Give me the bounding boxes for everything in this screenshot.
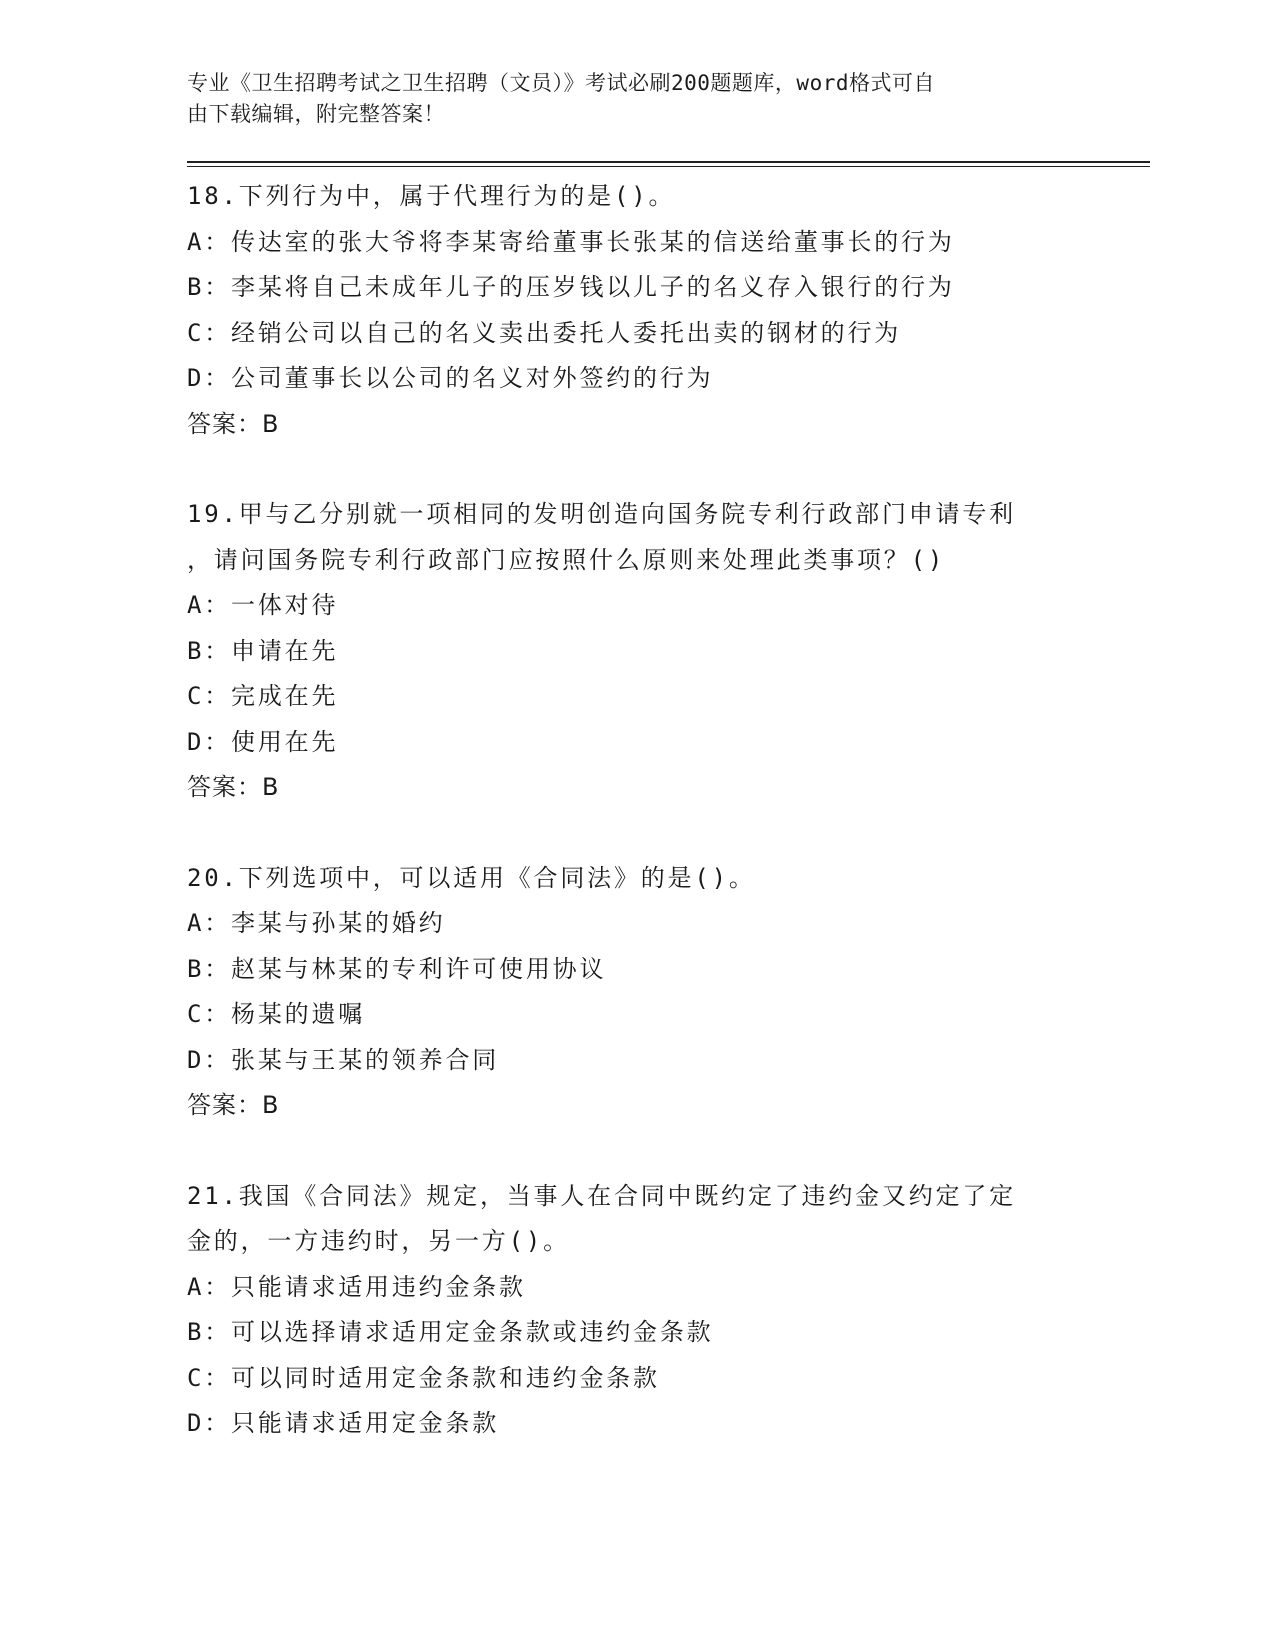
question-list [187,174,1147,1447]
option-d: D：张某与王某的领养合同 [187,1045,500,1074]
option-a: A：只能请求适用违约金条款 [187,1272,526,1301]
question-19 [187,492,1147,811]
option-c: C：杨某的遗嘱 [187,1000,366,1028]
option-b: B：赵某与林某的专利许可使用协议 [187,954,607,983]
option-d: D：使用在先 [187,727,339,756]
option-c: C：可以同时适用定金条款和违约金条款 [187,1363,660,1392]
document-header [187,68,1067,130]
question-stem: 18.下列行为中，属于代理行为的是()。 [187,182,676,210]
question-stem-line-1: 21.我国《合同法》规定，当事人在合同中既约定了违约金又约定了定 [187,1181,1016,1210]
document-page [187,68,1147,1492]
option-c: C：经销公司以自己的名义卖出委托人委托出卖的钢材的行为 [187,318,902,347]
question-18 [187,174,1147,447]
answer-label: 答案：B [187,409,280,438]
option-a: A：一体对待 [187,591,339,619]
header-line-2: 由下载编辑，附完整答案！ [187,102,445,126]
question-stem-line-2: 金的，一方违约时，另一方()。 [187,1227,570,1255]
option-b: B：李某将自己未成年儿子的压岁钱以儿子的名义存入银行的行为 [187,273,955,301]
header-line-1: 专业《卫生招聘考试之卫生招聘（文员）》考试必刷200题题库，word格式可自 [187,71,935,95]
option-b: B：申请在先 [187,636,339,665]
question-21 [187,1174,1147,1447]
option-a: A：传达室的张大爷将李某寄给董事长张某的信送给董事长的行为 [187,227,955,256]
question-stem: 20.下列选项中，可以适用《合同法》的是()。 [187,863,756,892]
question-stem-line-1: 19.甲与乙分别就一项相同的发明创造向国务院专利行政部门申请专利 [187,500,1016,528]
question-stem-line-2: ，请问国务院专利行政部门应按照什么原则来处理此类事项？() [187,545,946,574]
header-divider [187,161,1150,167]
answer-label: 答案：B [187,773,280,801]
option-d: D：只能请求适用定金条款 [187,1409,500,1437]
option-c: C：完成在先 [187,682,339,710]
question-20 [187,856,1147,1129]
option-a: A：李某与孙某的婚约 [187,909,446,937]
answer-label: 答案：B [187,1091,280,1119]
option-d: D：公司董事长以公司的名义对外签约的行为 [187,364,714,392]
option-b: B：可以选择请求适用定金条款或违约金条款 [187,1318,714,1346]
